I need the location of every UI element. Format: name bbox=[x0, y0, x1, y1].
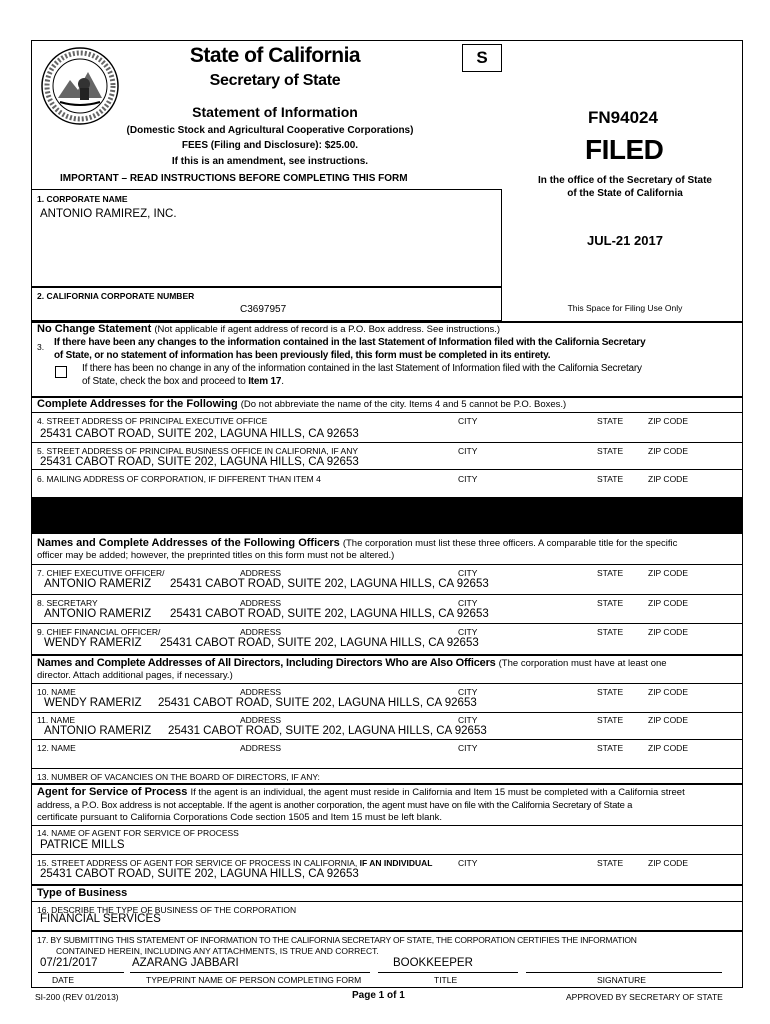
officers-note2: officer may be added; however, the preprinted titles on this form must not be altered.) bbox=[37, 550, 395, 561]
secretary-name[interactable]: ANTONIO RAMERIZ bbox=[44, 608, 152, 620]
divider bbox=[32, 623, 742, 624]
form-id: SI-200 (REV 01/2013) bbox=[35, 992, 119, 1002]
no-change-check-line1: If there has been no change in any of the information contained in the last Statement of Information filed with the California Secretary bbox=[82, 363, 642, 374]
officers-note1: (The corporation must list these three officers. A comparable title for the specific bbox=[342, 538, 678, 549]
zip-label: ZIP CODE bbox=[648, 687, 688, 697]
item14-label: 14. NAME OF AGENT FOR SERVICE OF PROCESS bbox=[37, 828, 239, 838]
divider bbox=[32, 768, 742, 769]
state-seal-icon bbox=[40, 46, 120, 126]
item5-value[interactable]: 25431 CABOT ROAD, SUITE 202, LAGUNA HILLS, CA 92653 bbox=[40, 456, 359, 468]
divider bbox=[32, 654, 742, 656]
address-label: ADDRESS bbox=[240, 568, 282, 578]
zip-label: ZIP CODE bbox=[648, 416, 688, 426]
zip-label: ZIP CODE bbox=[648, 598, 688, 608]
item7-label: 7. CHIEF EXECUTIVE OFFICER/ bbox=[37, 568, 165, 578]
city-label: CITY bbox=[458, 858, 478, 868]
filing-date: JUL-21 2017 bbox=[587, 233, 663, 248]
amendment-text: If this is an amendment, see instructions. bbox=[171, 156, 369, 167]
divider bbox=[32, 884, 742, 886]
important-notice: IMPORTANT – READ INSTRUCTIONS BEFORE COMPLETING THIS FORM bbox=[60, 173, 408, 184]
state-label: STATE bbox=[597, 474, 624, 484]
addresses-header bbox=[37, 398, 566, 410]
sig-line-person bbox=[130, 972, 370, 973]
corporate-number-value[interactable]: C3697957 bbox=[240, 304, 287, 315]
agent-note2: address, a P.O. Box address is not acceptable. If the agent is another corporation, the agent must have on file with the California Secretary of State a bbox=[37, 800, 633, 811]
agent-title: Agent for Service of Process bbox=[37, 786, 188, 798]
cfo-name[interactable]: WENDY RAMERIZ bbox=[44, 637, 142, 649]
agent-name[interactable]: PATRICE MILLS bbox=[40, 839, 125, 851]
officers-title: Names and Complete Addresses of the Following Officers bbox=[37, 537, 340, 549]
item11-label: 11. NAME bbox=[37, 715, 76, 725]
zip-label: ZIP CODE bbox=[648, 446, 688, 456]
state-label: STATE bbox=[597, 598, 624, 608]
item6-label: 6. MAILING ADDRESS OF CORPORATION, IF DIFFERENT THAN ITEM 4 bbox=[37, 474, 321, 484]
divider bbox=[32, 564, 742, 565]
cert-date[interactable]: 07/21/2017 bbox=[40, 957, 98, 969]
item4-label: 4. STREET ADDRESS OF PRINCIPAL EXECUTIVE OFFICE bbox=[37, 416, 268, 426]
agent-note3: certificate pursuant to California Corporations Code section 1505 and Item 15 must be left blank. bbox=[37, 812, 443, 823]
director1-name[interactable]: WENDY RAMERIZ bbox=[44, 697, 142, 709]
state-label: STATE bbox=[597, 743, 624, 753]
zip-label: ZIP CODE bbox=[648, 627, 688, 637]
redaction-bar bbox=[31, 497, 743, 534]
check-text-c: . bbox=[281, 376, 284, 387]
form-letter-badge: S bbox=[462, 44, 502, 72]
item4-value[interactable]: 25431 CABOT ROAD, SUITE 202, LAGUNA HILLS, CA 92653 bbox=[40, 428, 359, 440]
city-label: CITY bbox=[458, 474, 478, 484]
directors-title: Names and Complete Addresses of All Directors, Including Directors Who are Also Officers bbox=[37, 657, 496, 669]
check-text-a: of State, check the box and proceed to bbox=[82, 376, 249, 387]
dept-title: Secretary of State bbox=[209, 72, 341, 89]
city-label: CITY bbox=[458, 743, 478, 753]
address-label: ADDRESS bbox=[240, 627, 282, 637]
divider bbox=[32, 594, 742, 595]
divider bbox=[32, 930, 742, 932]
state-title: State of California bbox=[189, 44, 361, 67]
agent-address[interactable]: 25431 CABOT ROAD, SUITE 202, LAGUNA HILLS, CA 92653 bbox=[40, 868, 359, 880]
approved-text: APPROVED BY SECRETARY OF STATE bbox=[566, 992, 723, 1002]
filing-space-label: This Space for Filing Use Only bbox=[567, 303, 683, 313]
divider bbox=[32, 469, 742, 470]
filing-number: FN94024 bbox=[588, 108, 658, 127]
item9-label: 9. CHIEF FINANCIAL OFFICER/ bbox=[37, 627, 161, 637]
item3-number: 3. bbox=[37, 342, 45, 352]
item5-label: 5. STREET ADDRESS OF PRINCIPAL BUSINESS OFFICE IN CALIFORNIA, IF ANY bbox=[37, 446, 359, 456]
directors-header bbox=[37, 657, 742, 669]
state-label: STATE bbox=[597, 627, 624, 637]
cert-title[interactable]: BOOKKEEPER bbox=[393, 957, 473, 969]
addresses-title: Complete Addresses for the Following bbox=[37, 398, 238, 410]
state-label: STATE bbox=[597, 715, 624, 725]
person-label: TYPE/PRINT NAME OF PERSON COMPLETING FORM bbox=[146, 975, 362, 985]
filing-office-line2: of the State of California bbox=[567, 188, 683, 199]
state-label: STATE bbox=[597, 858, 624, 868]
divider bbox=[32, 412, 742, 413]
director2-name[interactable]: ANTONIO RAMERIZ bbox=[44, 725, 152, 737]
cert-line2: CONTAINED HEREIN, INCLUDING ANY ATTACHMENTS, IS TRUE AND CORRECT. bbox=[56, 946, 379, 956]
city-label: CITY bbox=[458, 715, 478, 725]
no-change-check-line2 bbox=[82, 376, 284, 387]
sig-line-date bbox=[38, 972, 124, 973]
form-title: Statement of Information bbox=[192, 104, 358, 120]
page-number: Page 1 of 1 bbox=[352, 990, 405, 1001]
filed-stamp: FILED bbox=[585, 134, 664, 165]
address-label: ADDRESS bbox=[240, 687, 282, 697]
item2-label: 2. CALIFORNIA CORPORATE NUMBER bbox=[37, 291, 195, 301]
title-label: TITLE bbox=[434, 975, 458, 985]
no-change-line1: If there have been any changes to the information contained in the last Statement of Information filed with the California Secretary bbox=[54, 337, 646, 348]
ceo-address[interactable]: 25431 CABOT ROAD, SUITE 202, LAGUNA HILLS, CA 92653 bbox=[170, 578, 489, 590]
signature-label: SIGNATURE bbox=[597, 975, 646, 985]
item8-label: 8. SECRETARY bbox=[37, 598, 98, 608]
divider bbox=[32, 442, 742, 443]
state-label: STATE bbox=[597, 568, 624, 578]
city-label: CITY bbox=[458, 687, 478, 697]
cert-line1: 17. BY SUBMITTING THIS STATEMENT OF INFORMATION TO THE CALIFORNIA SECRETARY OF STATE, THE CORPORATION CERTIFIES THE INFORMATION bbox=[37, 935, 637, 945]
item15-label bbox=[37, 858, 433, 868]
address-label: ADDRESS bbox=[240, 743, 282, 753]
divider bbox=[32, 783, 742, 785]
check-text-b: Item 17 bbox=[248, 376, 282, 387]
no-change-header bbox=[37, 323, 500, 335]
no-change-line2: of State, or no statement of information has been previously filed, this form must be completed in its entirety. bbox=[54, 350, 551, 361]
city-label: CITY bbox=[458, 598, 478, 608]
cert-person[interactable]: AZARANG JABBARI bbox=[132, 957, 239, 969]
no-change-note: (Not applicable if agent address of record is a P.O. Box address. See instructions.) bbox=[154, 324, 501, 335]
business-title: Type of Business bbox=[37, 887, 128, 899]
address-label: ADDRESS bbox=[240, 715, 282, 725]
directors-note1: (The corporation must have at least one bbox=[498, 658, 667, 669]
agent-header bbox=[37, 786, 685, 798]
ceo-name[interactable]: ANTONIO RAMERIZ bbox=[44, 578, 152, 590]
divider bbox=[32, 901, 742, 902]
directors-note2: director. Attach additional pages, if necessary.) bbox=[37, 670, 233, 681]
form-subtitle: (Domestic Stock and Agricultural Cooperative Corporations) bbox=[126, 125, 414, 136]
business-type[interactable]: FINANCIAL SERVICES bbox=[40, 913, 161, 925]
city-label: CITY bbox=[458, 627, 478, 637]
zip-label: ZIP CODE bbox=[648, 474, 688, 484]
fees-text: FEES (Filing and Disclosure): $25.00. bbox=[181, 140, 359, 151]
item10-label: 10. NAME bbox=[37, 687, 76, 697]
item13-label: 13. NUMBER OF VACANCIES ON THE BOARD OF DIRECTORS, IF ANY: bbox=[37, 772, 320, 782]
zip-label: ZIP CODE bbox=[648, 568, 688, 578]
director2-address[interactable]: 25431 CABOT ROAD, SUITE 202, LAGUNA HILLS, CA 92653 bbox=[168, 725, 487, 737]
address-label: ADDRESS bbox=[240, 598, 282, 608]
state-label: STATE bbox=[597, 446, 624, 456]
item12-label: 12. NAME bbox=[37, 743, 76, 753]
director1-address[interactable]: 25431 CABOT ROAD, SUITE 202, LAGUNA HILLS, CA 92653 bbox=[158, 697, 477, 709]
agent-note1: If the agent is an individual, the agent must reside in California and Item 15 must be completed with a California street bbox=[190, 787, 685, 798]
corporate-name-value[interactable]: ANTONIO RAMIREZ, INC. bbox=[40, 208, 177, 220]
no-change-title: No Change Statement bbox=[37, 323, 152, 335]
zip-label: ZIP CODE bbox=[648, 858, 688, 868]
sig-line-title bbox=[378, 972, 518, 973]
item15-label-b: IF AN INDIVIDUAL bbox=[359, 858, 433, 868]
addresses-note: (Do not abbreviate the name of the city. Items 4 and 5 cannot be P.O. Boxes.) bbox=[240, 399, 567, 410]
divider bbox=[32, 683, 742, 684]
officers-header bbox=[37, 537, 737, 550]
secretary-address[interactable]: 25431 CABOT ROAD, SUITE 202, LAGUNA HILLS, CA 92653 bbox=[170, 608, 489, 620]
cfo-address[interactable]: 25431 CABOT ROAD, SUITE 202, LAGUNA HILLS, CA 92653 bbox=[160, 637, 479, 649]
zip-label: ZIP CODE bbox=[648, 715, 688, 725]
state-label: STATE bbox=[597, 687, 624, 697]
item15-label-a: 15. STREET ADDRESS OF AGENT FOR SERVICE OF PROCESS IN CALIFORNIA, bbox=[37, 858, 360, 868]
city-label: CITY bbox=[458, 416, 478, 426]
divider bbox=[32, 712, 742, 713]
city-label: CITY bbox=[458, 446, 478, 456]
zip-label: ZIP CODE bbox=[648, 743, 688, 753]
divider bbox=[32, 739, 742, 740]
no-change-checkbox[interactable] bbox=[55, 366, 67, 378]
divider bbox=[32, 854, 742, 855]
item16-label: 16. DESCRIBE THE TYPE OF BUSINESS OF THE CORPORATION bbox=[37, 905, 297, 915]
divider bbox=[32, 825, 742, 826]
filing-office-line1: In the office of the Secretary of State bbox=[538, 175, 712, 186]
city-label: CITY bbox=[458, 568, 478, 578]
date-label: DATE bbox=[52, 975, 75, 985]
state-label: STATE bbox=[597, 416, 624, 426]
item1-label: 1. CORPORATE NAME bbox=[37, 194, 128, 204]
sig-line-signature bbox=[526, 972, 722, 973]
